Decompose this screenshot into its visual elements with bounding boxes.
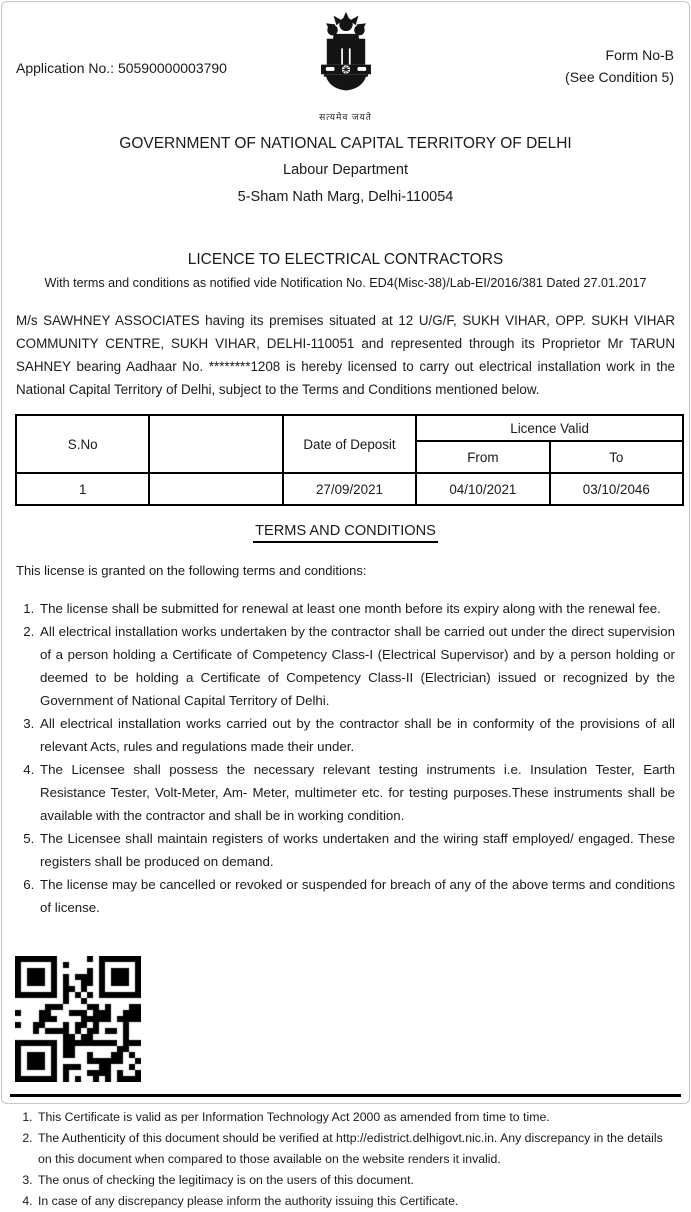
footer-note-1: 1. This Certificate is valid as per Information Technology Act 2000 as amended from time to time. (36, 1107, 675, 1128)
grant-paragraph: M/s SAWHNEY ASSOCIATES having its premises situated at 12 U/G/F, SUKH VIHAR, OPP. SUKH VIHAR COMMUNITY CENTRE, SUKH VIHAR, DELHI-110051 and represented through its Proprietor Mr TARUN SAHNEY bearing Aadhaar No. ********1208 is hereby licensed to carry out electrical installation work in the National Capital Territory of Delhi, subject to the Terms and Conditions mentioned below. (16, 313, 675, 397)
terms-intro: This license is granted on the following terms and conditions: (16, 563, 367, 578)
government-header (2, 130, 689, 211)
terms-list (16, 597, 675, 919)
col-header-licence-valid: Licence Valid (416, 415, 683, 441)
terms-item-3: 3. All electrical installation works carried out by the contractor shall be in conformity of the provisions of all relevant Acts, rules and regulations made their under. (38, 712, 675, 758)
col-header-date-of-deposit: Date of Deposit (283, 415, 416, 473)
terms-item-4: 4. The Licensee shall possess the necessary relevant testing instruments i.e. Insulation Tester, Earth Resistance Tester, Volt-Meter, Am- Meter, multimeter etc. for testing purposes.These instruments shall be available with the contractor and shall be in working condition. (38, 758, 675, 827)
notification-reference: With terms and conditions as notified vide Notification No. ED4(Misc-38)/Lab-EI/2016/381 Dated 27.01.2017 (44, 276, 647, 290)
footer-notes-list (16, 1107, 675, 1212)
footer-note-3: 3. The onus of checking the legitimacy is on the users of this document. (36, 1170, 675, 1191)
terms-item-1: 1. The license shall be submitted for renewal at least one month before its expiry along with the renewal fee. (38, 597, 675, 620)
department-name: Labour Department (283, 162, 408, 178)
department-address: 5-Sham Nath Marg, Delhi-110054 (237, 189, 454, 205)
licence-validity-table (15, 414, 684, 506)
terms-heading-text: TERMS AND CONDITIONS (253, 523, 438, 543)
cell-blank (149, 473, 282, 505)
footer-divider (10, 1094, 681, 1097)
document-top-row (2, 2, 689, 120)
cell-valid-from: 04/10/2021 (416, 473, 549, 505)
state-emblem-of-india-icon (298, 8, 394, 109)
cell-date-of-deposit: 27/09/2021 (283, 473, 416, 505)
terms-item-2: 2. All electrical installation works undertaken by the contractor shall be carried out under the direct supervision of a person holding a Certificate of Competency Class-I (Electrical Supervisor) and by a person holding or deemed to be holding a Certificate of Competency Class-II (Electrician) issued or recognized by the Government of National Capital Territory of Delhi. (38, 620, 675, 712)
col-header-valid-from: From (416, 441, 549, 473)
qr-code-block (15, 956, 689, 1082)
cell-valid-to: 03/10/2046 (550, 473, 683, 505)
col-header-sno: S.No (16, 415, 149, 473)
form-identifier (565, 44, 674, 88)
emblem-motto: सत्यमेव जयते (319, 112, 372, 122)
form-condition-note: (See Condition 5) (565, 69, 674, 85)
terms-item-6: 6. The license may be cancelled or revoked or suspended for breach of any of the above terms and conditions of license. (38, 873, 675, 919)
col-header-blank (149, 415, 282, 473)
footer-note-4: 4. In case of any discrepancy please inform the authority issuing this Certificate. (36, 1191, 675, 1212)
col-header-valid-to: To (550, 441, 683, 473)
cell-sno: 1 (16, 473, 149, 505)
terms-heading (2, 523, 689, 539)
government-title: GOVERNMENT OF NATIONAL CAPITAL TERRITORY OF DELHI (119, 135, 572, 152)
licence-title: LICENCE TO ELECTRICAL CONTRACTORS (187, 251, 504, 268)
form-number: Form No-B (605, 47, 674, 63)
qr-code-icon (15, 956, 141, 1082)
application-number-value: 50590000003790 (117, 60, 227, 76)
certificate-page (1, 1, 690, 1208)
terms-item-5: 5. The Licensee shall maintain registers of works undertaken and the wiring staff employed/ engaged. These registers shall be produced on demand. (38, 827, 675, 873)
footer-note-2: 2. The Authenticity of this document should be verified at http://edistrict.delhigovt.nic.in. Any discrepancy in the details on this document when compared to those available on the website renders it invalid. (36, 1128, 675, 1170)
application-number-label: Application No.: (16, 60, 115, 76)
table-row (16, 473, 683, 505)
